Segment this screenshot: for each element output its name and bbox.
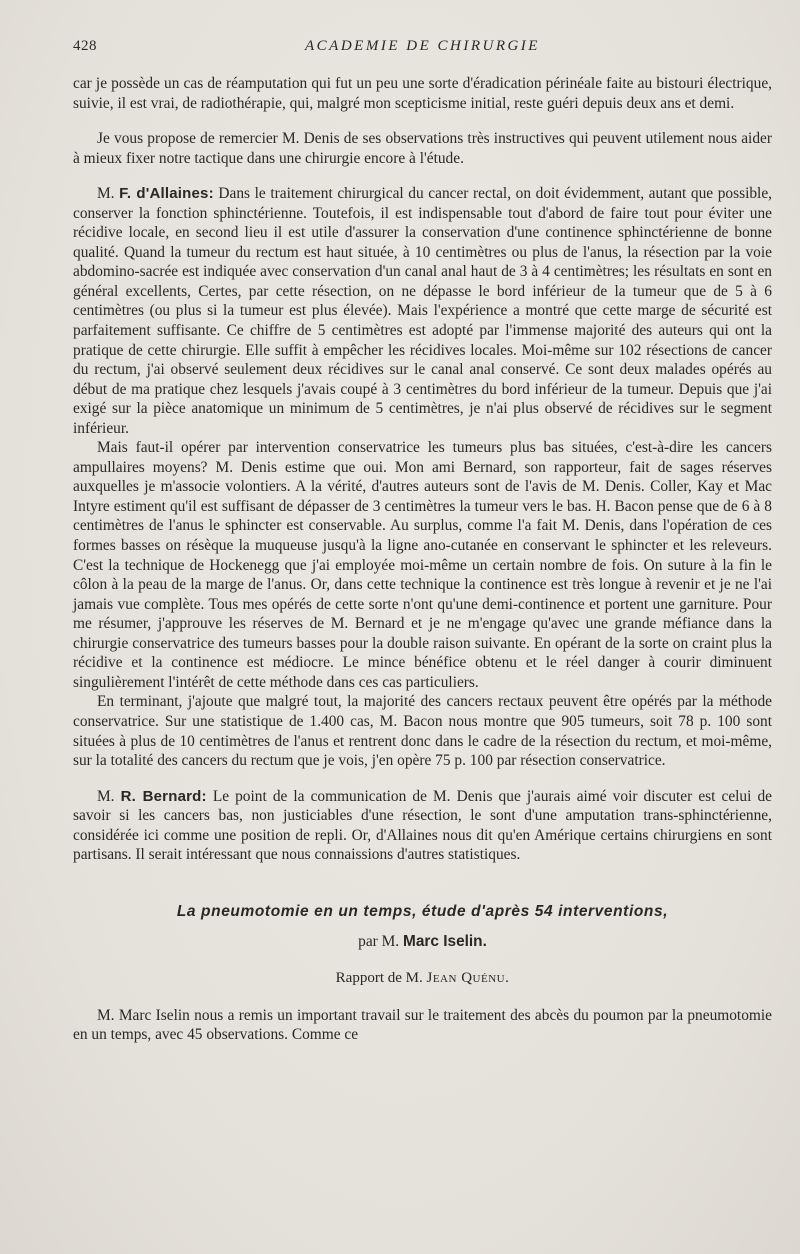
byline-author: Marc Iselin.	[403, 932, 487, 950]
running-head	[73, 38, 772, 60]
speaker-name-bernard: R. Bernard:	[120, 787, 207, 805]
paragraph-dallaines	[73, 184, 772, 438]
speaker-name-dallaines: F. d'Allaines:	[119, 185, 214, 203]
article-title: La pneumotomie en un temps, étude d'après 54 interventions,	[176, 902, 669, 920]
speaker-title: M.	[97, 185, 115, 203]
speaker-title: M.	[97, 787, 115, 805]
paragraph-conclusion: En terminant, j'ajoute que malgré tout, la majorité des cancers rectaux peuvent être opérés par la méthode conservatrice. Sur une statistique de 1.400 cas, M. Bacon nous montre que 905 tumeurs, soit 78 p. 100 sont situées à plus de 10 centimètres de l'anus et rentrent donc dans le cadre de la résection du rectum, et moi-même, sur la totalité des cancers du rectum que je vois, j'en opère 75 p. 100 par résection conservatrice.	[73, 693, 772, 770]
journal-title: ACADEMIE DE CHIRURGIE	[305, 38, 540, 54]
paragraph-dallaines-text: Dans le traitement chirurgical du cancer rectal, on doit évidemment, autant que possible, conserver la fonction sphinctérienne. Toutefois, il est indispensable tout d'abord de faire tout pour éviter une récidive locale, en second lieu il est utile d'assurer la conservation d'une continence sphinctérienne de bonne qualité. Quand la tumeur du rectum est haut située, à 10 centimètres ou plus de l'anus, la résection par la voie abdomino-sacrée est indiquée avec conservation d'un canal anal haut de 3 à 4 centimètres; les résultats en sont en général excellents, Certes, par cette résection, on ne dépasse le bord inférieur de la tumeur que de 5 à 6 centimètres (ou plus si la tumeur est plus élevée). Mais l'expérience a montré que cette marge de sécurité est parfaitement suffisante. Ce chiffre de 5 centimètres est adopté par l'immense majorité des auteurs qui ont la pratique de cette chirurgie. Elle suffit à empêcher les récidives locales. Moi-même sur 102 résections de cancer du rectum, j'ai observé seulement deux récidives sur le canal anal conservé. Ce sont deux malades opérés au début de ma pratique chez lesquels j'avais coupé à 3 centimètres du bord inférieur de la tumeur. Depuis que j'ai exigé sur la pièce anatomique un minimum de 5 centimètres, je n'ai plus observé de récidives sur le segment inférieur.	[73, 185, 773, 437]
article-byline	[73, 932, 772, 952]
paragraph-bernard-text: Le point de la communication de M. Denis que j'aurais aimé voir discuter est celui de savoir si les cancers bas, non justiciables d'une résection, le sont d'une amputation trans-sphinctérienne, considérée ici comme une position de repli. Or, d'Allaines nous dit qu'en Amérique certains chirurgiens en sont partisans. Il serait intéressant que nous connaissions d'autres statistiques.	[73, 787, 772, 864]
paragraph-thanks: Je vous propose de remercier M. Denis de ses observations très instructives qui peuvent utilement nous aider à mieux fixer notre tactique dans une chirurgie encore à l'étude.	[73, 130, 772, 167]
article-intro: M. Marc Iselin nous a remis un important travail sur le traitement des abcès du poumon par la pneumotomie en un temps, avec 45 observations. Comme ce	[73, 1006, 772, 1044]
paragraph-continuation: car je possède un cas de réamputation qui fut un peu une sorte d'éradication périnéale faite au bistouri électrique, suivie, il est vrai, de radiothérapie, qui, malgré mon scepticisme initial, reste guéri depuis deux ans et demi.	[73, 75, 772, 112]
paragraph-low-tumors: Mais faut-il opérer par intervention conservatrice les tumeurs plus bas situées, c'est-à-dire les cancers ampullaires moyens? M. Denis estime que oui. Mon ami Bernard, son rapporteur, fait de sages réserves auxquelles je m'associe volontiers. A la vérité, d'autres auteurs sont de l'avis de M. Denis. Coller, Kay et Mac Intyre estiment qu'il est suffisant de dépasser de 3 centimètres la tumeur vers le bas. H. Bacon pense que de 6 à 8 centimètres de l'anus le sphincter est conservable. Au surplus, comme l'a fait M. Denis, dans l'opération de ces formes basses on résèque la muqueuse jusqu'à la ligne ano-cutanée en conservant le sphincter et les releveurs. C'est la technique de Hockenegg que j'ai employée moi-même un certain nombre de fois. On suture à la fin le côlon à la peau de la marge de l'anus. Or, dans cette technique la continence est très longue à revenir et je ne l'ai jamais vue complète. Tous mes opérés de cette sorte n'ont qu'une demi-continence et portent une garniture. Pour me résumer, j'approuve les réserves de M. Bernard et je ne m'engage qu'avec une grande méfiance dans la chirurgie conservatrice des tumeurs basses pour la double raison suivante. En opérant de la sorte on craint plus la récidive et la continence est médiocre. Le mince bénéfice obtenu et le réel danger à courir diminuent singulièrement l'intérêt de cette méthode dans ces cas particuliers.	[73, 439, 772, 691]
page-number: 428	[73, 38, 97, 54]
report-line	[73, 968, 772, 988]
paragraph-bernard	[73, 787, 772, 865]
report-prefix: Rapport de M.	[335, 969, 423, 986]
report-rapporteur: Jean Quénu.	[426, 969, 510, 986]
byline-prefix: par M.	[358, 932, 400, 950]
